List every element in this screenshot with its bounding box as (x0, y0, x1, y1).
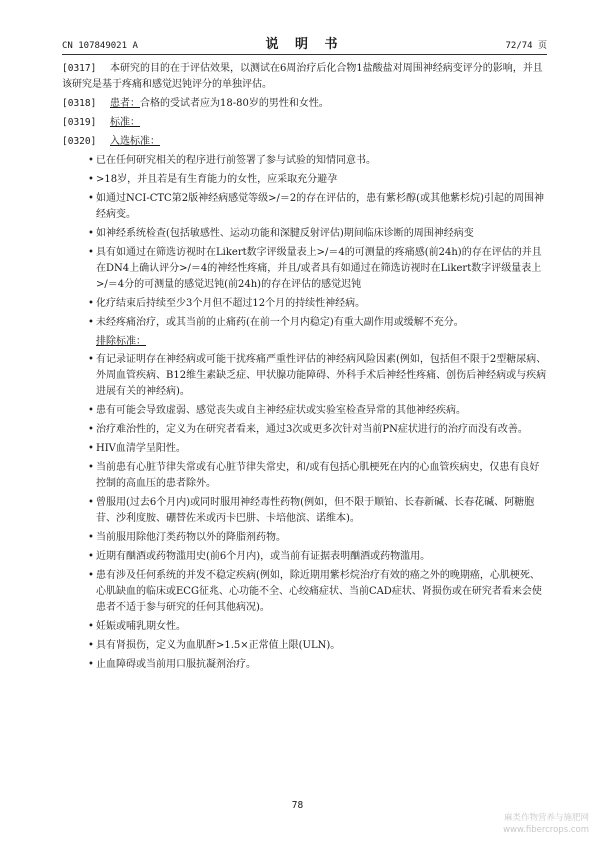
criteria-label: 标准： (110, 117, 140, 128)
list-item: • 患有可能会导致虚弱、感觉丧失或自主神经症状或实验室检查异常的其他神经疾病。 (88, 405, 466, 416)
inclusion-criteria-label: 入选标准： (110, 136, 160, 147)
list-item: • 治疗难治性的，定义为在研究者看来，通过3次或更多次针对当前PN症状进行的治疗而没有改善。 (88, 424, 528, 435)
patent-number: CN 107849021 A (62, 41, 138, 51)
exclusion-criteria-label: 排除标准： (96, 336, 146, 347)
paragraph-number: [0318] (62, 98, 97, 109)
page-count: 72/74 页 (505, 41, 547, 51)
list-item: • 具有如通过在筛选访视时在Likert数字评级量表上>/＝4的可测量的疼痛感(前24h)的存在评估的并且在DN4上确认评分>/＝4的神经性疼痛，并且/或者具有如通过在筛选访视时在Likert数字评级量表上>/＝4分的可测量的感觉迟钝(前24h)的存在评估的感觉迟钝 (88, 247, 542, 290)
list-item: • 具有肾损伤，定义为血肌酐>1.5×正常值上限(ULN)。 (88, 640, 341, 651)
exclusion-criteria-heading (62, 334, 547, 350)
paragraph-number: [0319] (62, 117, 97, 128)
list-item: • 化疗结束后持续至少3个月但不超过12个月的持续性神经病。 (88, 298, 366, 309)
watermark (503, 812, 589, 836)
list-item: • 未经疼痛治疗，或其当前的止痛药(在前一个月内稳定)有重大副作用或缓解不充分。 (88, 317, 464, 328)
paragraph-text: 合格的受试者应为18-80岁的男性和女性。 (140, 98, 329, 109)
paragraph-number: [0320] (62, 136, 97, 147)
list-item: • 妊娠或哺乳期女性。 (88, 621, 186, 632)
list-item: • >18岁，并且若是有生育能力的女性，应采取充分避孕 (88, 174, 338, 185)
watermark-url: www.fibercrops.com (503, 825, 589, 835)
page-number: 78 (291, 800, 304, 811)
list-item: • 已在任何研究相关的程序进行前签署了参与试验的知情同意书。 (88, 155, 376, 166)
list-item: • 有记录证明存在神经病或可能干扰疼痛严重性评估的神经病风险因素(例如，包括但不限于2型糖尿病、外周血管疾病、B12维生素缺乏症、甲状腺功能障碍、外科手术后神经性疼痛、创伤后神经病或与疾病进展有关的神经病)。 (88, 354, 547, 397)
paragraph-0317 (62, 61, 547, 93)
list-item: • 患有涉及任何系统的并发不稳定疾病(例如，除近期用紫杉烷治疗有效的癌之外的晚期癌，心肌梗死、心肌缺血的临床或ECG征兆、心功能不全、心绞痛症状、当前CAD症状、肾损伤或在研究者看来会使患者不适于参与研究的任何其他病况)。 (88, 570, 542, 613)
list-item: • 如通过NCI-CTC第2版神经病感觉等级>/＝2的存在评估的，患有紫杉醇(或其他紫杉烷)引起的周围神经病变。 (88, 193, 544, 220)
paragraph-text: 本研究的目的在于评估效果，以测试在6周治疗后化合物1盐酸盐对周围神经病变评分的影响，并且该研究是基于疼痛和感觉迟钝评分的单独评估。 (62, 63, 543, 90)
document-body (62, 61, 547, 676)
exclusion-criteria-list (62, 352, 547, 673)
inclusion-criteria-list (62, 153, 547, 331)
list-item: • 如神经系统检查(包括敏感性、运动功能和深腱反射评估)期间临床诊断的周围神经病变 (88, 228, 474, 239)
list-item: • 当前服用除他汀类药物以外的降脂剂药物。 (88, 532, 286, 543)
list-item: • 当前患有心脏节律失常或有心脏节律失常史，和/或有包括心肌梗死在内的心血管疾病史，仅患有良好控制的高血压的患者除外。 (88, 462, 540, 489)
document-title: 说 明 书 (265, 37, 344, 52)
patients-label: 患者： (110, 98, 140, 109)
list-item: • 止血障碍或当前用口服抗凝剂治疗。 (88, 659, 256, 670)
watermark-title: 麻类作物营养与施肥网 (503, 813, 589, 823)
list-item: • 曾服用(过去6个月内)或同时服用神经毒性药物(例如，但不限于顺铂、长春新碱、长春花碱、阿糖胞苷、沙利度胺、硼替佐米或丙卡巴肼、卡培他滨、诺维本)。 (88, 497, 535, 524)
list-item: • 近期有酗酒或药物滥用史(前6个月内)，或当前有证据表明酗酒或药物滥用。 (88, 551, 431, 562)
paragraph-number: [0317] (62, 63, 97, 74)
paragraph-0320 (62, 134, 547, 150)
list-item: • HIV血清学呈阳性。 (88, 443, 186, 454)
paragraph-0318 (62, 96, 547, 112)
page-header (62, 34, 547, 55)
paragraph-0319 (62, 115, 547, 131)
